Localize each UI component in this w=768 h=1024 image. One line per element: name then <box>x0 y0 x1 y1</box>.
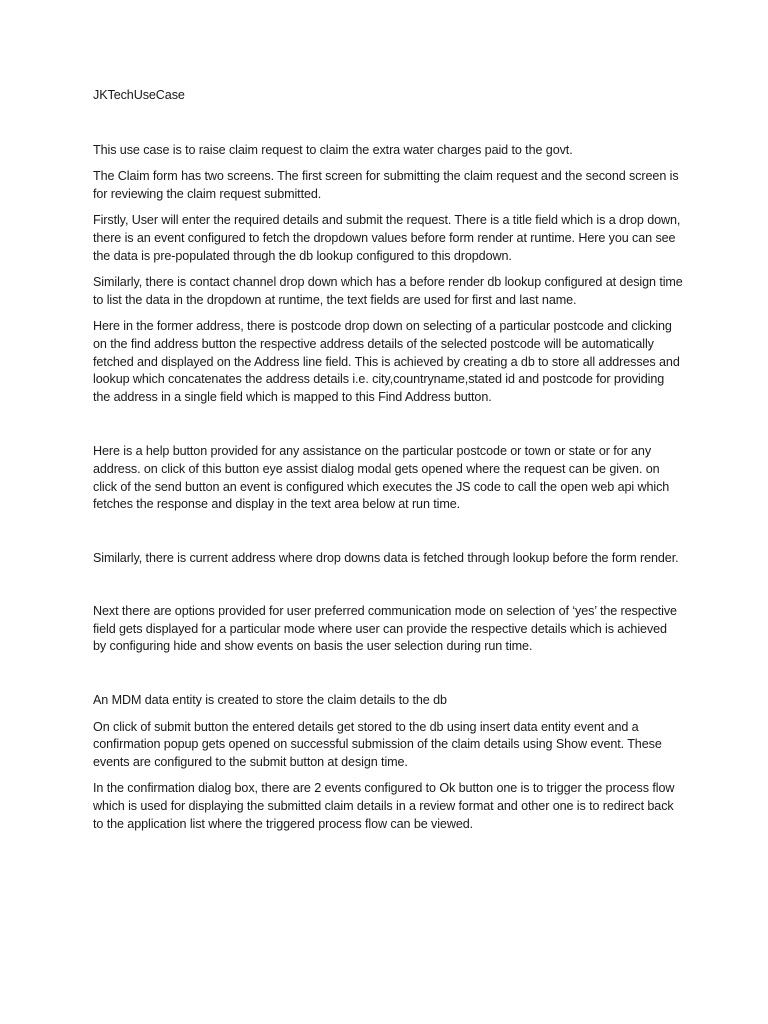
paragraph-screens: The Claim form has two screens. The first screen for submitting the claim request and the second screen is for reviewing the claim request submitted. <box>93 169 679 201</box>
paragraph-current-address: Similarly, there is current address where drop downs data is fetched through lookup before the form render. <box>93 550 679 565</box>
paragraph-former-address: Here in the former address, there is postcode drop down on selecting of a particular postcode and clicking on the find address button the respective address details of the selected postcode will be automatically fetched and displayed on the Address line field. This is achieved by creating a db to store all addresses and lookup which concatenates the address details i.e. city,countryname,stated id and postcode for providing the address in a single field which is mapped to this Find Address button. <box>93 319 680 404</box>
paragraph-title-field: Firstly, User will enter the required details and submit the request. There is a title field which is a drop down, there is an event configured to fetch the dropdown values before form render at runtime. Here you can see the data is pre-populated through the db lookup configured to this dropdown. <box>93 213 681 263</box>
paragraph-confirmation-dialog: In the confirmation dialog box, there are 2 events configured to Ok button one is to trigger the process flow which is used for displaying the submitted claim details in a review format and other one is to redirect back to the application list where the triggered process flow can be viewed. <box>93 781 675 831</box>
paragraph-communication-mode: Next there are options provided for user preferred communication mode on selection of ‘yes’ the respective field gets displayed for a particular mode where user can provide the respective details which is achieved by configuring hide and show events on basis the user selection during run time. <box>93 604 677 654</box>
paragraph-intro: This use case is to raise claim request to claim the extra water charges paid to the govt. <box>93 142 573 157</box>
paragraph-mdm-entity: An MDM data entity is created to store the claim details to the db <box>93 693 447 708</box>
paragraph-help-button: Here is a help button provided for any assistance on the particular postcode or town or state or for any address. on click of this button eye assist dialog modal gets opened where the request can be given. on click of the send button an event is configured which executes the JS code to call the open web api which fetches the response and display in the text area below at run time. <box>93 444 670 512</box>
document-body <box>93 87 683 842</box>
paragraph-submit-button: On click of submit button the entered details get stored to the db using insert data entity event and a confirmation popup gets opened on successful submission of the claim details using Show event. These events are configured to the submit button at design time. <box>93 719 662 769</box>
paragraph-contact-channel: Similarly, there is contact channel drop down which has a before render db lookup configured at design time to list the data in the dropdown at runtime, the text fields are used for first and last name. <box>93 275 683 307</box>
document-title: JKTechUseCase <box>93 88 185 102</box>
